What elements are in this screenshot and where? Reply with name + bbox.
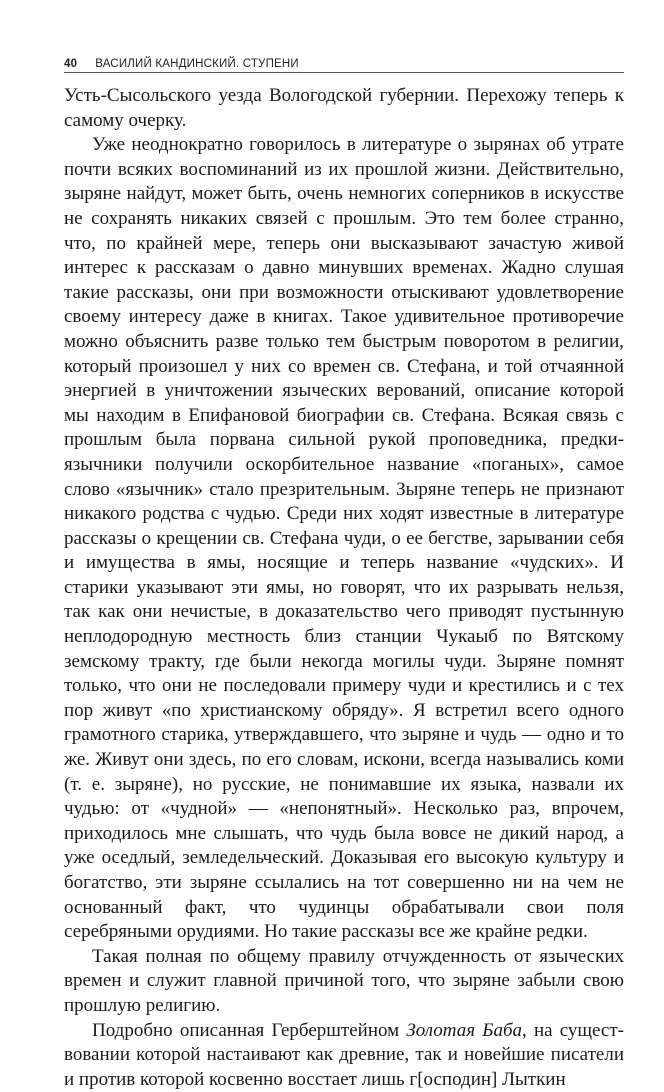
header-rule	[64, 72, 624, 73]
page-number: 40	[64, 58, 78, 70]
running-title: ВАСИЛИЙ КАНДИНСКИЙ. СТУПЕНИ	[95, 58, 299, 70]
paragraph: Уже неоднократно говорилось в литературе о зырянах об утрате почти всяких воспоминаний из их прошлой жизни. Действительно, зыряне найдут, может быть, очень немногих соперников в искусстве не сохранять никаких связей с прошлым. Это тем более странно, что, по крайней мере, теперь они высказывают зачастую живой интерес к рассказам о давно минувших временах. Жадно слушая такие рассказы, они при возможности отыскивают удовлетворение своему интересу даже в книгах. Такое удивительное противоречие можно объяснить разве только тем быстрым поворотом в религии, который произошел у них со времен св. Стефана, и той отчаянной энергией в уничтожении языческих верований, описание которой мы находим в Епифановой биографии св. Стефана. Всякая связь с прошлым была порвана сильной рукой проповедника, предки-язычники получили оскорбительное название «поганых», самое слово «язычник» стало презрительным. Зыряне теперь не признают никакого родства с чудью. Среди них ходят известные в литературе рассказы о крещении св. Стефана чуди, о ее бегстве, зарывании себя и имущества в ямы, носящие и теперь название «чудских». И старики указывают эти ямы, но говорят, что их разрывать нельзя, так как они нечистые, в доказательство чего приводят пустынную неплодородную местность близ станции Чукаыб по Вятскому земскому тракту, где были некогда могилы чуди. Зыряне помнят только, что они не последовали примеру чуди и крестились и с тех пор живут «по христианскому обряду». Я встретил всего одного грамотного старика, утверждавшего, что зыряне и чудь — одно и то же. Живут они здесь, по его словам, искони, всегда назывались коми (т. е. зыряне), но русские, не понимавшие их языка, назвали их чудью: от «чудной» — «непонятный». Несколько раз, впрочем, приходилось мне слышать, что чудь была вовсе не дикий народ, а уже оседлый, земледельческий. Доказывая его высокую культуру и богатство, эти зыряне ссылались на тот совершенно ни на чем не основанный факт, что чудинцы обрабатывали свои поля серебряными орудиями. Но такие рассказы все же крайне редки.	[64, 134, 624, 943]
running-header	[64, 50, 624, 70]
body-text	[64, 84, 624, 1092]
paragraph: Такая полная по общему правилу отчужденность от языческих времен и служит главной причиной того, что зыряне забыли свою прошлую религию.	[64, 945, 624, 1016]
paragraph-text: , на существовании которой настаивают как древние, так и новейшие писатели и против которой косвенно восстает лишь г[осподин] Лыткин	[64, 1019, 624, 1090]
paragraph-text: Подробно описанная Герберштейном	[92, 1019, 407, 1041]
paragraph-golden-baba	[64, 1019, 624, 1092]
italic-term: Золотая Баба	[406, 1019, 523, 1041]
paragraph-continued: Усть-Сысольского уезда Вологодской губернии. Перехожу теперь к самому очерку.	[64, 85, 624, 131]
